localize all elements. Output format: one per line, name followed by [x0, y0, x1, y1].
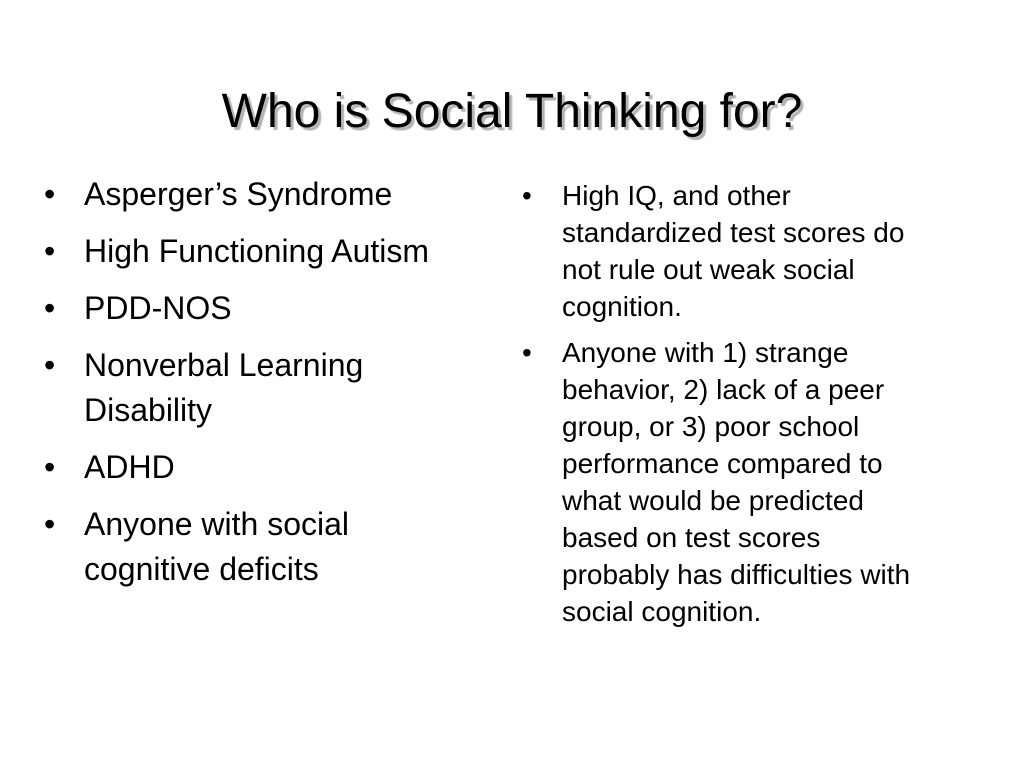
bullet-icon: • — [522, 180, 532, 211]
slide-title: Who is Social Thinking for? — [221, 85, 803, 138]
list-item-text: ADHD — [84, 449, 175, 485]
list-item — [522, 177, 912, 325]
bullet-icon: • — [44, 233, 56, 269]
left-bullet-list — [44, 172, 464, 604]
bullet-icon: • — [44, 506, 56, 542]
list-item — [44, 172, 464, 217]
list-item-text: High Functioning Autism — [84, 233, 430, 269]
right-bullet-list — [522, 177, 912, 639]
list-item — [44, 502, 464, 592]
list-item — [44, 286, 464, 331]
bullet-icon: • — [44, 290, 56, 326]
list-item — [44, 229, 464, 274]
bullet-icon: • — [44, 176, 56, 212]
list-item — [44, 343, 464, 433]
list-item-text: Anyone with social cognitive deficits — [84, 506, 350, 587]
list-item — [44, 445, 464, 490]
list-item-text: Asperger’s Syndrome — [84, 176, 393, 212]
bullet-icon: • — [522, 337, 532, 368]
bullet-icon: • — [44, 347, 56, 383]
list-item-text: High IQ, and other standardized test scores do not rule out weak social cognition. — [562, 180, 905, 322]
list-item-text: Anyone with 1) strange behavior, 2) lack of a peer group, or 3) poor school performance compared to what would be predicted based on test scores probably has difficulties with social cognition. — [562, 337, 911, 627]
list-item-text: Nonverbal Learning Disability — [84, 347, 364, 428]
list-item — [522, 334, 912, 630]
list-item-text: PDD-NOS — [84, 290, 232, 326]
bullet-icon: • — [44, 449, 56, 485]
